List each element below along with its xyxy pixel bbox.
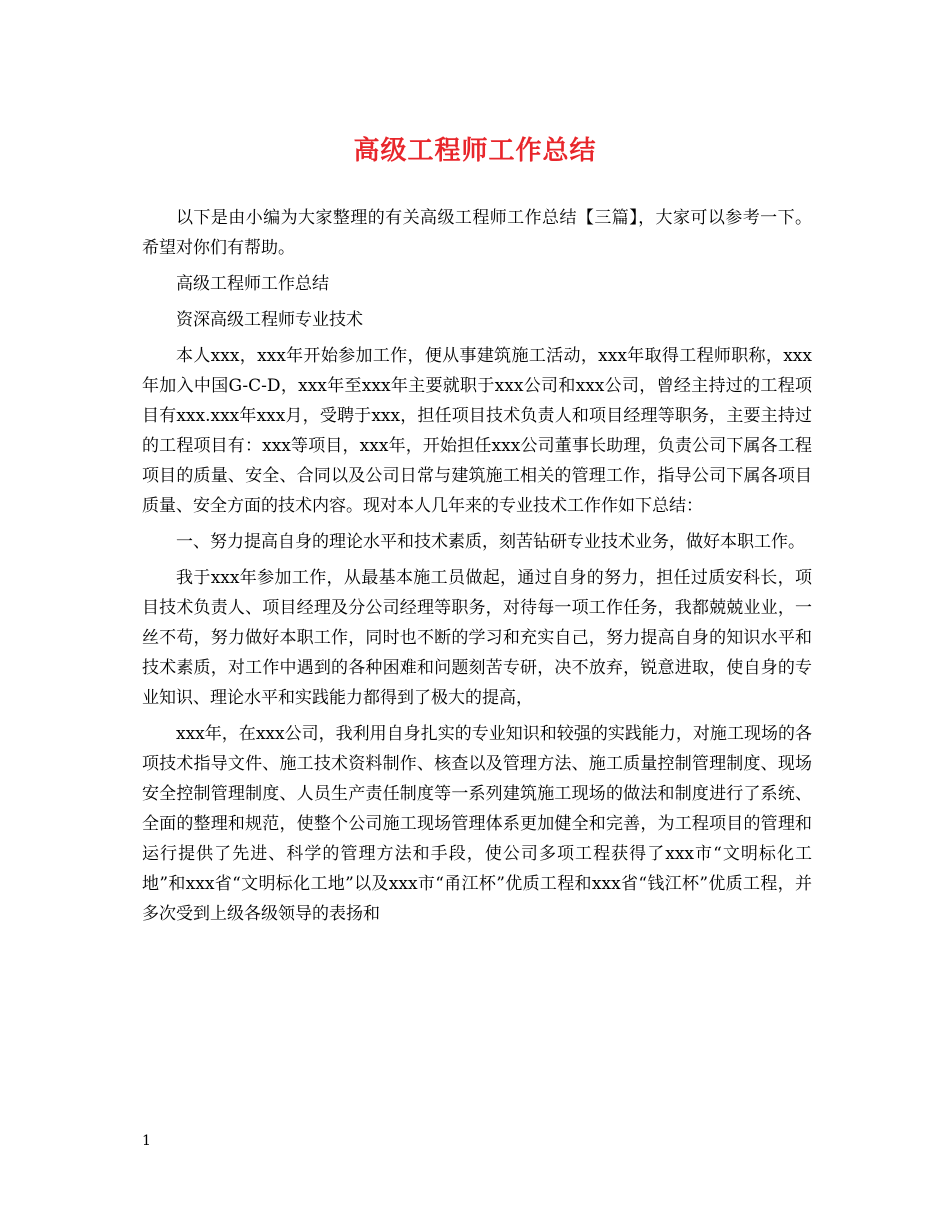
paragraph-heading: 高级工程师工作总结	[176, 274, 329, 294]
paragraph-section-one-heading: 一、努力提高自身的理论水平和技术素质，刻苦钻研专业技术业务，做好本职工作。	[176, 532, 805, 552]
paragraph-subheading: 资深高级工程师专业技术	[176, 310, 363, 330]
paragraph-self-introduction: 本人xxx，xxx年开始参加工作，便从事建筑施工活动，xxx年取得工程师职称，xxx年加入中国G-C-D，xxx年至xxx年主要就职于xxx公司和xxx公司，曾经主持过的工程项目有xxx.xxx年xxx月，受聘于xxx，担任项目技术负责人和项目经理等职务，主要主持过的工程项目有：xxx等项目，xxx年，开始担任xxx公司董事长助理，负责公司下属各工程项目的质量、安全、合同以及公司日常与建筑施工相关的管理工作，指导公司下属各项目质量、安全方面的技术内容。现对本人几年来的专业技术工作作如下总结：	[142, 346, 812, 516]
paragraph-achievements: xxx年，在xxx公司，我利用自身扎实的专业知识和较强的实践能力，对施工现场的各项技术指导文件、施工技术资料制作、核查以及管理方法、施工质量控制管理制度、现场安全控制管理制度、人员生产责任制度等一系列建筑施工现场的做法和制度进行了系统、全面的整理和规范，使整个公司施工现场管理体系更加健全和完善，为工程项目的管理和运行提供了先进、科学的管理方法和手段，使公司多项工程获得了xxx市“文明标化工地”和xxx省“文明标化工地”以及xxx市“甬江杯”优质工程和xxx省“钱江杯”优质工程，并多次受到上级各级领导的表扬和	[142, 724, 812, 924]
paragraph-intro: 以下是由小编为大家整理的有关高级工程师工作总结【三篇】，大家可以参考一下。希望对你们有帮助。	[142, 208, 812, 258]
document-title: 高级工程师工作总结	[353, 136, 597, 166]
paragraph-work-history: 我于xxx年参加工作，从最基本施工员做起，通过自身的努力，担任过质安科长，项目技术负责人、项目经理及分公司经理等职务，对待每一项工作任务，我都兢兢业业，一丝不苟，努力做好本职工作，同时也不断的学习和充实自己，努力提高自身的知识水平和技术素质，对工作中遇到的各种困难和问题刻苦专研，决不放弃，锐意进取，使自身的专业知识、理论水平和实践能力都得到了极大的提高，	[142, 568, 812, 708]
document-body	[142, 203, 812, 929]
page-number: 1	[142, 1133, 151, 1149]
